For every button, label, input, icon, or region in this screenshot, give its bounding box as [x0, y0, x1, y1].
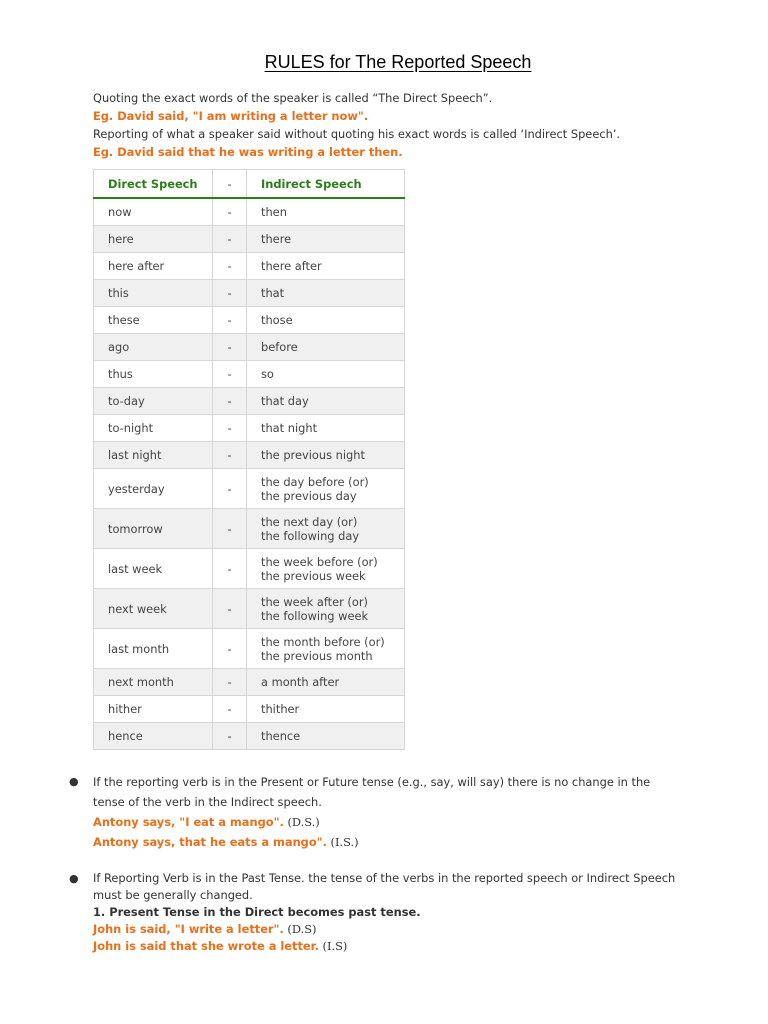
cell-indirect-line: the month before (or)	[261, 634, 385, 649]
cell-indirect-line: those	[261, 313, 293, 327]
table-row	[94, 549, 405, 589]
table-row	[94, 280, 405, 307]
rule-subheading: 1. Present Tense in the Direct becomes past tense.	[93, 905, 421, 919]
cell-direct: to-day	[94, 388, 213, 415]
table-row	[94, 226, 405, 253]
table-row	[94, 442, 405, 469]
cell-indirect	[247, 549, 405, 589]
cell-indirect	[247, 198, 405, 226]
cell-direct: here after	[94, 253, 213, 280]
table-row	[94, 198, 405, 226]
page-title: RULES for The Reported Speech	[264, 52, 532, 72]
example-tag: (I.S.)	[326, 835, 359, 849]
intro-section	[93, 89, 713, 161]
cell-dash: -	[213, 361, 247, 388]
example-direct: Antony says, "I eat a mango".	[93, 815, 284, 829]
cell-indirect-line: the following day	[261, 528, 360, 543]
cell-indirect-line: the previous month	[261, 648, 373, 663]
cell-indirect	[247, 669, 405, 696]
cell-indirect	[247, 280, 405, 307]
cell-indirect-line: so	[261, 367, 274, 381]
cell-indirect-line: there	[261, 232, 292, 246]
header-dash: -	[213, 170, 247, 199]
cell-indirect-line: then	[261, 205, 287, 219]
table-body	[94, 198, 405, 750]
cell-direct: last night	[94, 442, 213, 469]
table-row	[94, 629, 405, 669]
cell-indirect-line: the previous week	[261, 568, 366, 583]
cell-direct: ago	[94, 334, 213, 361]
cell-dash: -	[213, 253, 247, 280]
cell-direct: last week	[94, 549, 213, 589]
cell-indirect	[247, 226, 405, 253]
cell-dash: -	[213, 469, 247, 509]
rule-text-line: If Reporting Verb is in the Past Tense. the tense of the verbs in the reported speech or Indirect Speech	[93, 871, 676, 885]
bullet-dot-icon: ●	[69, 872, 79, 885]
cell-indirect	[247, 415, 405, 442]
cell-indirect-line: the next day (or)	[261, 514, 358, 529]
cell-indirect-line: the week before (or)	[261, 554, 378, 569]
cell-direct: here	[94, 226, 213, 253]
cell-indirect-line: that night	[261, 421, 318, 435]
cell-dash: -	[213, 509, 247, 549]
intro-example-direct: Eg. David said, "I am writing a letter now".	[93, 109, 369, 123]
cell-indirect-line: that	[261, 286, 285, 300]
rule-text-line: If the reporting verb is in the Present or Future tense (e.g., say, will say) there is no change in the	[93, 775, 651, 789]
cell-dash: -	[213, 549, 247, 589]
cell-direct: next month	[94, 669, 213, 696]
rule-text-line: tense of the verb in the Indirect speech.	[93, 795, 322, 809]
cell-indirect	[247, 442, 405, 469]
table-row	[94, 415, 405, 442]
rules-list	[0, 772, 768, 955]
cell-direct: tomorrow	[94, 509, 213, 549]
cell-dash: -	[213, 589, 247, 629]
cell-indirect-line: a month after	[261, 675, 340, 689]
example-tag: (D.S)	[283, 922, 317, 936]
cell-indirect	[247, 629, 405, 669]
cell-indirect-line: thither	[261, 702, 300, 716]
header-indirect-speech: Indirect Speech	[247, 170, 405, 199]
table-row	[94, 361, 405, 388]
header-direct-speech: Direct Speech	[94, 170, 213, 199]
speech-conversion-table	[93, 169, 405, 750]
table-row	[94, 307, 405, 334]
cell-indirect-line: the day before (or)	[261, 474, 369, 489]
cell-dash: -	[213, 442, 247, 469]
intro-definition-direct: Quoting the exact words of the speaker is called “The Direct Speech”.	[93, 91, 493, 105]
table-header-row	[94, 170, 405, 199]
rule-item-past	[0, 870, 713, 955]
cell-indirect-line: the previous night	[261, 448, 365, 462]
example-tag: (D.S.)	[283, 815, 320, 829]
cell-indirect	[247, 388, 405, 415]
intro-definition-indirect: Reporting of what a speaker said without quoting his exact words is called ‘Indirect Speech’.	[93, 127, 621, 141]
rule-item-present-future	[0, 772, 713, 852]
table-row	[94, 669, 405, 696]
cell-direct: yesterday	[94, 469, 213, 509]
intro-example-indirect: Eg. David said that he was writing a letter then.	[93, 145, 403, 159]
bullet-dot-icon: ●	[69, 775, 79, 788]
table-row	[94, 509, 405, 549]
cell-direct: hence	[94, 723, 213, 750]
cell-indirect-line: before	[261, 340, 298, 354]
cell-direct: this	[94, 280, 213, 307]
cell-dash: -	[213, 723, 247, 750]
cell-indirect-line: that day	[261, 394, 309, 408]
example-tag: (I.S)	[318, 939, 348, 953]
cell-dash: -	[213, 629, 247, 669]
cell-indirect	[247, 307, 405, 334]
table-row	[94, 589, 405, 629]
table-row	[94, 388, 405, 415]
cell-indirect	[247, 334, 405, 361]
cell-direct: thus	[94, 361, 213, 388]
rule-text-line: must be generally changed.	[93, 888, 253, 902]
cell-indirect-line: thence	[261, 729, 301, 743]
cell-dash: -	[213, 696, 247, 723]
cell-direct: now	[94, 198, 213, 226]
cell-dash: -	[213, 226, 247, 253]
cell-dash: -	[213, 280, 247, 307]
table-row	[94, 723, 405, 750]
cell-direct: hither	[94, 696, 213, 723]
example-indirect: John is said that she wrote a letter.	[93, 939, 319, 953]
example-indirect: Antony says, that he eats a mango".	[93, 835, 327, 849]
cell-dash: -	[213, 307, 247, 334]
cell-indirect	[247, 361, 405, 388]
cell-indirect-line: the previous day	[261, 488, 357, 503]
table-row	[94, 334, 405, 361]
cell-indirect	[247, 509, 405, 549]
table-row	[94, 469, 405, 509]
cell-direct: these	[94, 307, 213, 334]
cell-indirect	[247, 696, 405, 723]
cell-indirect	[247, 723, 405, 750]
cell-dash: -	[213, 198, 247, 226]
table-row	[94, 696, 405, 723]
cell-indirect	[247, 469, 405, 509]
cell-indirect	[247, 589, 405, 629]
cell-indirect	[247, 253, 405, 280]
table-row	[94, 253, 405, 280]
cell-indirect-line: the week after (or)	[261, 594, 368, 609]
example-direct: John is said, "I write a letter".	[93, 922, 284, 936]
cell-dash: -	[213, 388, 247, 415]
cell-direct: last month	[94, 629, 213, 669]
cell-direct: to-night	[94, 415, 213, 442]
cell-dash: -	[213, 334, 247, 361]
cell-dash: -	[213, 415, 247, 442]
cell-indirect-line: the following week	[261, 608, 369, 623]
cell-direct: next week	[94, 589, 213, 629]
cell-dash: -	[213, 669, 247, 696]
cell-indirect-line: there after	[261, 259, 322, 273]
